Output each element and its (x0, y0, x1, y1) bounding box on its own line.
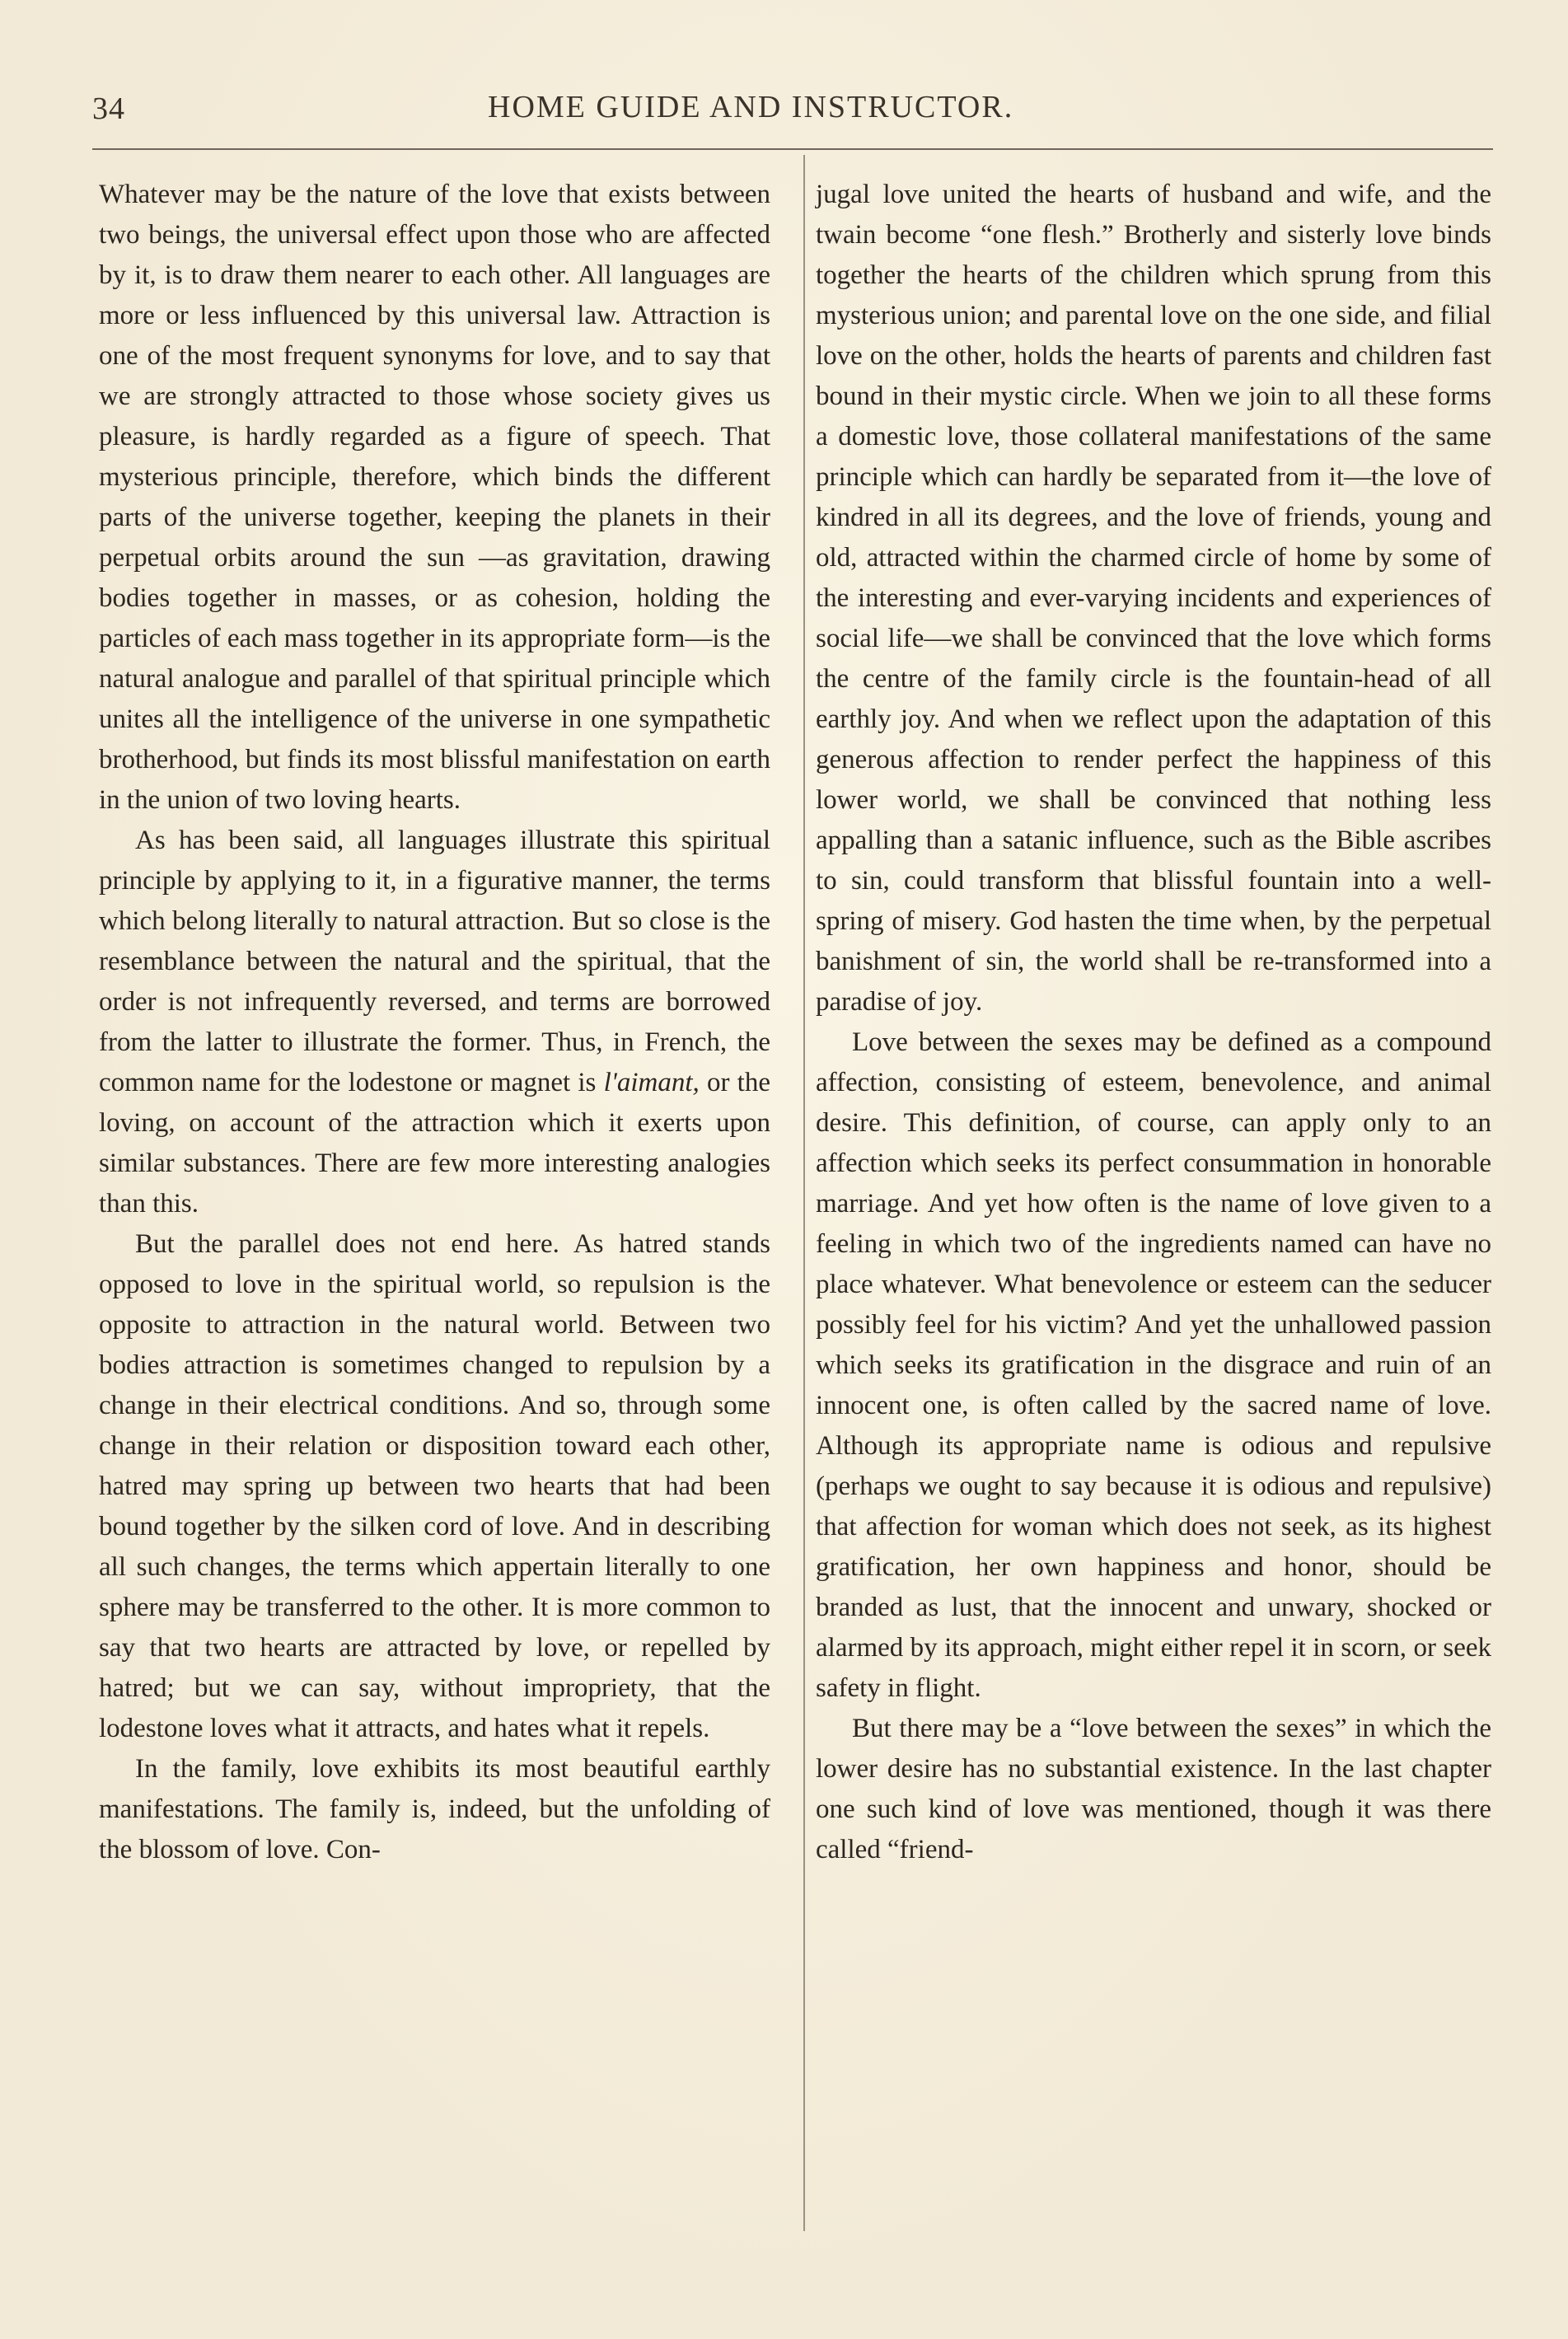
paragraph: Love between the sexes may be defined as a compound affection, consisting of esteem, benevolence, and animal desire. This definition, of course, can apply only to an affection which seeks its perfect consummation in honorable marriage. And yet how often is the name of love given to a feeling in which two of the ingredients named can have no place whatever. What benevolence or esteem can the seducer possibly feel for his victim? And yet the unhallowed passion which seeks its gratification in the disgrace and ruin of an innocent one, is often called by the sacred name of love. Although its appropriate name is odious and repulsive (perhaps we ought to say because it is odious and repulsive) that affection for woman which does not seek, as its highest gratification, her own happiness and honor, should be branded as lust, that the innocent and unwary, shocked or alarmed by its approach, might either repel it in scorn, or seek safety in flight. (816, 1027, 1491, 1703)
header-rule (92, 148, 1493, 150)
page-number: 34 (92, 91, 125, 126)
page-header (92, 86, 1493, 135)
paragraph (99, 821, 770, 1224)
italic-term: l'aimant, (603, 1068, 700, 1097)
column-divider (803, 155, 805, 2231)
running-title: HOME GUIDE AND INSTRUCTOR. (488, 90, 1014, 124)
paragraph: But the parallel does not end here. As hatred stands opposed to love in the spiritual world, so repulsion is the opposite to attraction in the natural world. Between two bodies attraction is sometimes changed to repulsion by a change in their electrical conditions. And so, through some change in their relation or disposition toward each other, hatred may spring up between two hearts that had been bound together by the silken cord of love. And in describing all such changes, the terms which appertain literally to one sphere may be transferred to the other. It is more common to say that two hearts are attracted by love, or repelled by hatred; but we can say, without impropriety, that the lodestone loves what it attracts, and hates what it repels. (99, 1229, 770, 1743)
paragraph-text: or the loving, on account of the attraction which it exerts upon similar substances. There are few more interesting analogies than this. (99, 1068, 770, 1219)
paragraph: Whatever may be the nature of the love that exists between two beings, the universal effect upon those who are affected by it, is to draw them nearer to each other. All languages are more or less influenced by this universal law. Attraction is one of the most frequent synonyms for love, and to say that we are strongly attracted to those whose society gives us pleasure, is hardly regarded as a figure of speech. That mysterious principle, therefore, which binds the different parts of the universe together, keeping the planets in their perpetual orbits around the sun —as gravitation, drawing bodies together in masses, or as cohesion, holding the particles of each mass together in its appropriate form—is the natural analogue and parallel of that spiritual principle which unites all the intelligence of the universe in one sympathetic brotherhood, but finds its most blissful manifestation on earth in the union of two loving hearts. (99, 180, 770, 815)
paragraph: But there may be a “love between the sexes” in which the lower desire has no substantial existence. In the last chapter one such kind of love was mentioned, though it was there called “friend- (816, 1714, 1491, 1864)
left-column (99, 175, 770, 1870)
paragraph-text: As has been said, all languages illustrate this spiritual principle by applying to it, in a figurative manner, the terms which belong literally to natural attraction. But so close is the resemblance between the natural and the spiritual, that the order is not infrequently reversed, and terms are borrowed from the latter to illustrate the former. Thus, in French, the common name for the lodestone or magnet is (99, 826, 770, 1097)
paragraph: jugal love united the hearts of husband and wife, and the twain become “one flesh.” Brotherly and sisterly love binds together the hearts of the children which sprung from this mysterious union; and parental love on the one side, and filial love on the other, holds the hearts of parents and children fast bound in their mystic circle. When we join to all these forms a domestic love, those collateral manifestations of the same principle which can hardly be separated from it—the love of kindred in all its degrees, and the love of friends, young and old, attracted within the charmed circle of home by some of the interesting and ever-varying incidents and experiences of social life—we shall be convinced that the love which forms the centre of the family circle is the fountain-head of all earthly joy. And when we reflect upon the adaptation of this generous affection to render perfect the happiness of this lower world, we shall be convinced that nothing less appalling than a satanic influence, such as the Bible ascribes to sin, could transform that blissful fountain into a well-spring of misery. God hasten the time when, by the perpetual banishment of sin, the world shall be re-transformed into a paradise of joy. (816, 180, 1491, 1017)
paragraph: In the family, love exhibits its most beautiful earthly manifestations. The family is, indeed, but the unfolding of the blossom of love. Con- (99, 1754, 770, 1864)
right-column (816, 175, 1491, 1870)
